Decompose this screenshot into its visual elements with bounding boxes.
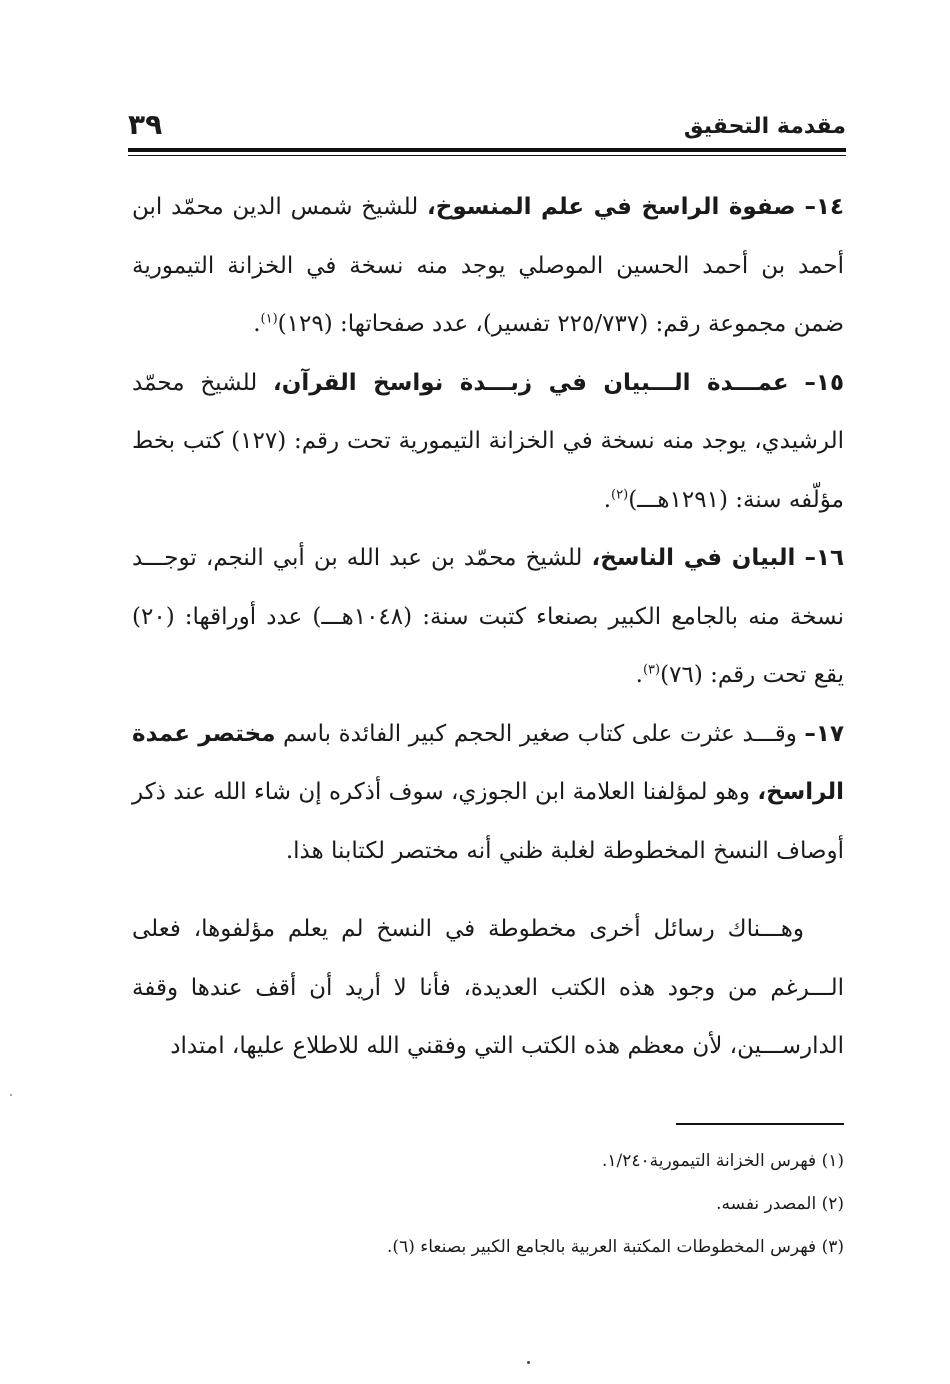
footnotes xyxy=(132,1140,844,1269)
entry-text: للشيخ محمّد الرشيدي، يوجد منه نسخة في الخزانة التيمورية تحت رقم: (١٢٧) كتب بخط مؤلّفه سنة: (١٢٩١هـــ) xyxy=(132,369,844,513)
footnote-text: فهرس الخزانة التيمورية١/٢٤٠. xyxy=(601,1151,817,1171)
closing-paragraph: وهـــناك رسائل أخرى مخطوطة في النسخ لم يعلم مؤلفوها، فعلى الـــرغم من وجود هذه الكتب العديدة، فأنا لا أريد أن أقف عندها وقفة الدارســـين، لأن معظم هذه الكتب التي وفقني الله للاطلاع عليها، امتداد xyxy=(132,916,844,1059)
entry-title: البيان في الناسخ، xyxy=(591,545,796,571)
footnote-marker: (٣) xyxy=(821,1237,844,1257)
page-number: ٣٩ xyxy=(128,108,163,141)
footnote-ref: (٢) xyxy=(611,486,629,502)
footnote-ref: (١) xyxy=(260,311,278,327)
entry-title: مختصر عمدة الراسخ، xyxy=(132,720,844,805)
header-rule-thick xyxy=(128,148,846,152)
entry-text-after: وهو لمؤلفنا العلامة ابن الجوزي، سوف أذكره إن شاء الله عند ذكر أوصاف النسخ المخطوطة لغلبة ظني أنه مختصر لكتابنا هذا. xyxy=(132,779,844,864)
entry-text: للشيخ شمس الدين محمّد ابن أحمد بن أحمد الحسين الموصلي يوجد منه نسخة في الخزانة التيمورية ضمن مجموعة رقم: (٢٢٥/٧٣٧ تفسير)، عدد صفحاتها: (١٢٩) xyxy=(132,194,845,337)
entry-end: . xyxy=(603,486,612,513)
scan-speck xyxy=(527,1361,530,1364)
entry-number: ١٧– xyxy=(804,720,844,747)
footnote-2 xyxy=(132,1183,844,1226)
entry-text-before: وقـــد عثرت على كتاب صغير الحجم كبير الفائدة باسم xyxy=(275,720,805,747)
entry-number: ١٤– xyxy=(804,194,845,220)
entry-title: عمـــدة الـــبيان في زبـــدة نواسخ القرآن، xyxy=(273,369,789,396)
entry-number: ١٥– xyxy=(804,369,844,396)
entry-text: للشيخ محمّد بن عبد الله بن أبي النجم، توجـــد نسخة منه بالجامع الكبير بصنعاء كتبت سنة: (١٠٤٨هـــ) عدد أوراقها: (٢٠) يقع تحت رقم: (٧٦) xyxy=(132,545,844,688)
footnote-ref: (٣) xyxy=(642,662,661,678)
chapter-title: مقدمة التحقيق xyxy=(683,114,846,139)
header-rule-thin xyxy=(128,155,846,156)
footnote-marker: (١) xyxy=(821,1151,844,1171)
footnote-text: المصدر نفسه. xyxy=(716,1194,817,1214)
running-header xyxy=(128,108,846,148)
body-text xyxy=(132,178,844,1076)
entry-14 xyxy=(132,178,844,354)
entry-number: ١٦– xyxy=(804,545,845,571)
footnote-3 xyxy=(132,1226,844,1269)
entry-17 xyxy=(132,705,844,881)
footnote-rule xyxy=(676,1123,844,1125)
footnote-1 xyxy=(132,1140,844,1183)
entry-end: . xyxy=(635,662,643,688)
entry-16 xyxy=(132,529,844,705)
entry-15 xyxy=(132,354,844,530)
scan-speck xyxy=(10,1094,12,1096)
entry-title: صفوة الراسخ في علم المنسوخ، xyxy=(427,194,796,220)
entry-end: . xyxy=(253,311,261,337)
footnote-text: فهرس المخطوطات المكتبة العربية بالجامع الكبير بصنعاء (٦). xyxy=(387,1237,817,1257)
footnote-marker: (٢) xyxy=(821,1194,844,1214)
